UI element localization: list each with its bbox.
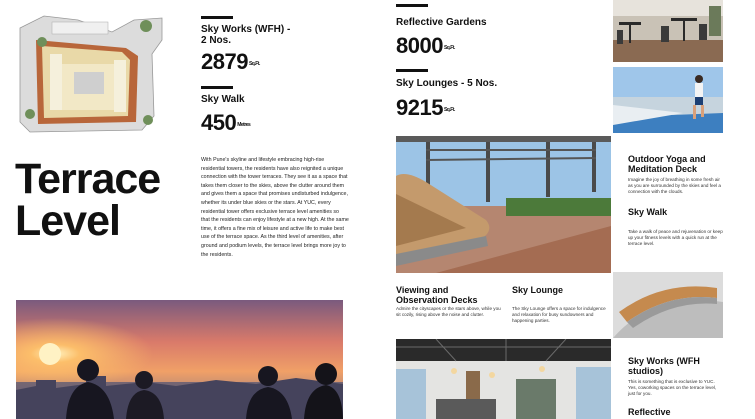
section-title-viewing: Viewing and Observation Decks [396,285,478,305]
divider [396,69,428,72]
section-text-sky-works: This is something that is exclusive to YUC. Yes, coworking spaces on the terrace level, just for you. [628,379,717,397]
stat-label-reflective-gardens: Reflective Gardens [396,17,487,28]
stat-label-sky-walk: Sky Walk [201,94,245,105]
section-text-viewing: Admire the cityscapes or the stars above, while you sit cozily, rising above the noise and clutter. [396,306,501,318]
section-text-yoga: Imagine the joy of breathing in some fresh air as you are surrounded by the skies and feel a connection with the clouds. [628,177,721,195]
sky-walk-runner-photo [613,67,723,133]
terrace-site-plan [16,14,164,134]
stat-label-sky-works: Sky Works (WFH) - 2 Nos. [201,24,291,46]
terrace-pergola-photo [396,136,611,273]
sky-lounge-interior-photo [396,339,611,419]
section-title-sky-lounge: Sky Lounge [512,285,564,295]
section-title-yoga: Outdoor Yoga and Meditation Deck [628,154,706,174]
section-text-sky-lounge: The Sky Lounge offers a space for indulgence and relaxation for busy sundowners and happening parties. [512,306,606,324]
stat-value-sky-works: $2879^{Sq.Ft.}$ [201,49,260,74]
divider [396,4,428,7]
section-title-sky-works: Sky Works (WFH studios) [628,356,700,376]
stat-value-sky-lounges: $9215^{Sq.Ft.}$ [396,95,455,120]
divider [201,16,233,19]
section-text-sky-walk: Take a walk of peace and rejuvenation or keep up your fitness levels with a quick run at the terrace level. [628,229,723,247]
sunset-city-photo [16,300,343,419]
stat-value-sky-walk: $450^{Metres}$ [201,110,251,135]
stat-value-reflective-gardens: $8000^{Sq.Ft.}$ [396,33,455,58]
curved-bench-photo [613,272,723,338]
intro-paragraph: With Pune's skyline and lifestyle embracing high-rise residential towers, the residents have also reignited a unique connection with the tower terraces. They see it as a space that takes them closer to the skies, above the clutter around them and gives them a space that promises undisturbed indulgence, whether its under blue skies or the stars. At YUC, every residential tower offers exclusive terrace level amenities so that the residents can enjoy lifestyle at a new high. At the same time, it offers a fine mix of leisure and active life to make best use of the terrace space. As the third level of amenities, after ground and podium levels, the terrace level brings more joy to the residents. [201,157,349,258]
section-title-sky-walk: Sky Walk [628,207,668,217]
section-title-reflective: Reflective [628,407,671,417]
divider [201,86,233,89]
page-title: Terrace Level [15,155,161,245]
stat-label-sky-lounges: Sky Lounges - 5 Nos. [396,78,498,89]
terrace-seating-photo [613,0,723,62]
